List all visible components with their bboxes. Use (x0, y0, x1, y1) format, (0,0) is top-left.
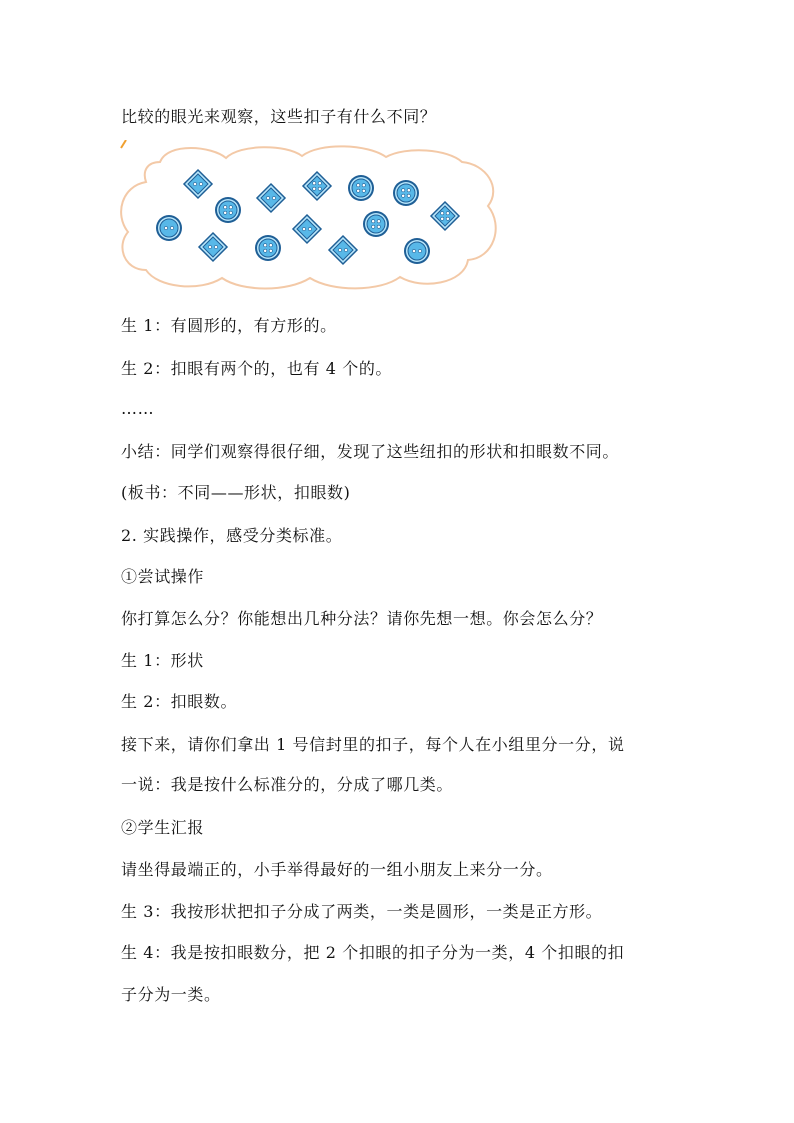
round-button-icon (215, 197, 241, 223)
teacher-invite: 请坐得最端正的，小手举得最好的一组小朋友上来分一分。 (121, 860, 553, 879)
step-1-title: ①尝试操作 (121, 567, 205, 586)
student-1-answer: 生 1：形状 (121, 651, 204, 670)
cloud-bubble (121, 140, 126, 148)
summary: 小结：同学们观察得很仔细，发现了这些纽扣的形状和扣眼数不同。 (121, 442, 620, 461)
student-3-report: 生 3：我按形状把扣子分成了两类，一类是圆形，一类是正方形。 (121, 902, 603, 921)
section-2-title: 2. 实践操作，感受分类标准。 (121, 526, 343, 545)
student-2-holes: 生 2：扣眼有两个的，也有 4 个的。 (121, 359, 393, 378)
round-button-icon (404, 238, 430, 264)
round-button-icon (348, 175, 374, 201)
ellipsis: …… (121, 399, 155, 418)
button-illustration (118, 140, 502, 296)
intro-question: 比较的眼光来观察，这些扣子有什么不同？ (121, 107, 437, 126)
board-note: (板书：不同——形状，扣眼数) (121, 483, 351, 502)
round-button-icon (156, 215, 182, 241)
teacher-question: 你打算怎么分？你能想出几种分法？请你先想一想。你会怎么分？ (121, 609, 603, 628)
student-4-report-line-2: 子分为一类。 (121, 985, 221, 1004)
student-4-report-line-1: 生 4：我是按扣眼数分，把 2 个扣眼的扣子分为一类，4 个扣眼的扣 (121, 943, 625, 962)
buttons-figure (118, 140, 502, 296)
round-button-icon (363, 211, 389, 237)
student-1-shape: 生 1：有圆形的，有方形的。 (121, 316, 337, 335)
round-button-icon (255, 235, 281, 261)
instruction-line-1: 接下来，请你们拿出 1 号信封里的扣子，每个人在小组里分一分，说 (121, 735, 625, 754)
round-button-icon (393, 180, 419, 206)
student-2-answer: 生 2：扣眼数。 (121, 692, 238, 711)
step-2-title: ②学生汇报 (121, 818, 205, 837)
instruction-line-2: 一说：我是按什么标准分的，分成了哪几类。 (121, 775, 454, 794)
